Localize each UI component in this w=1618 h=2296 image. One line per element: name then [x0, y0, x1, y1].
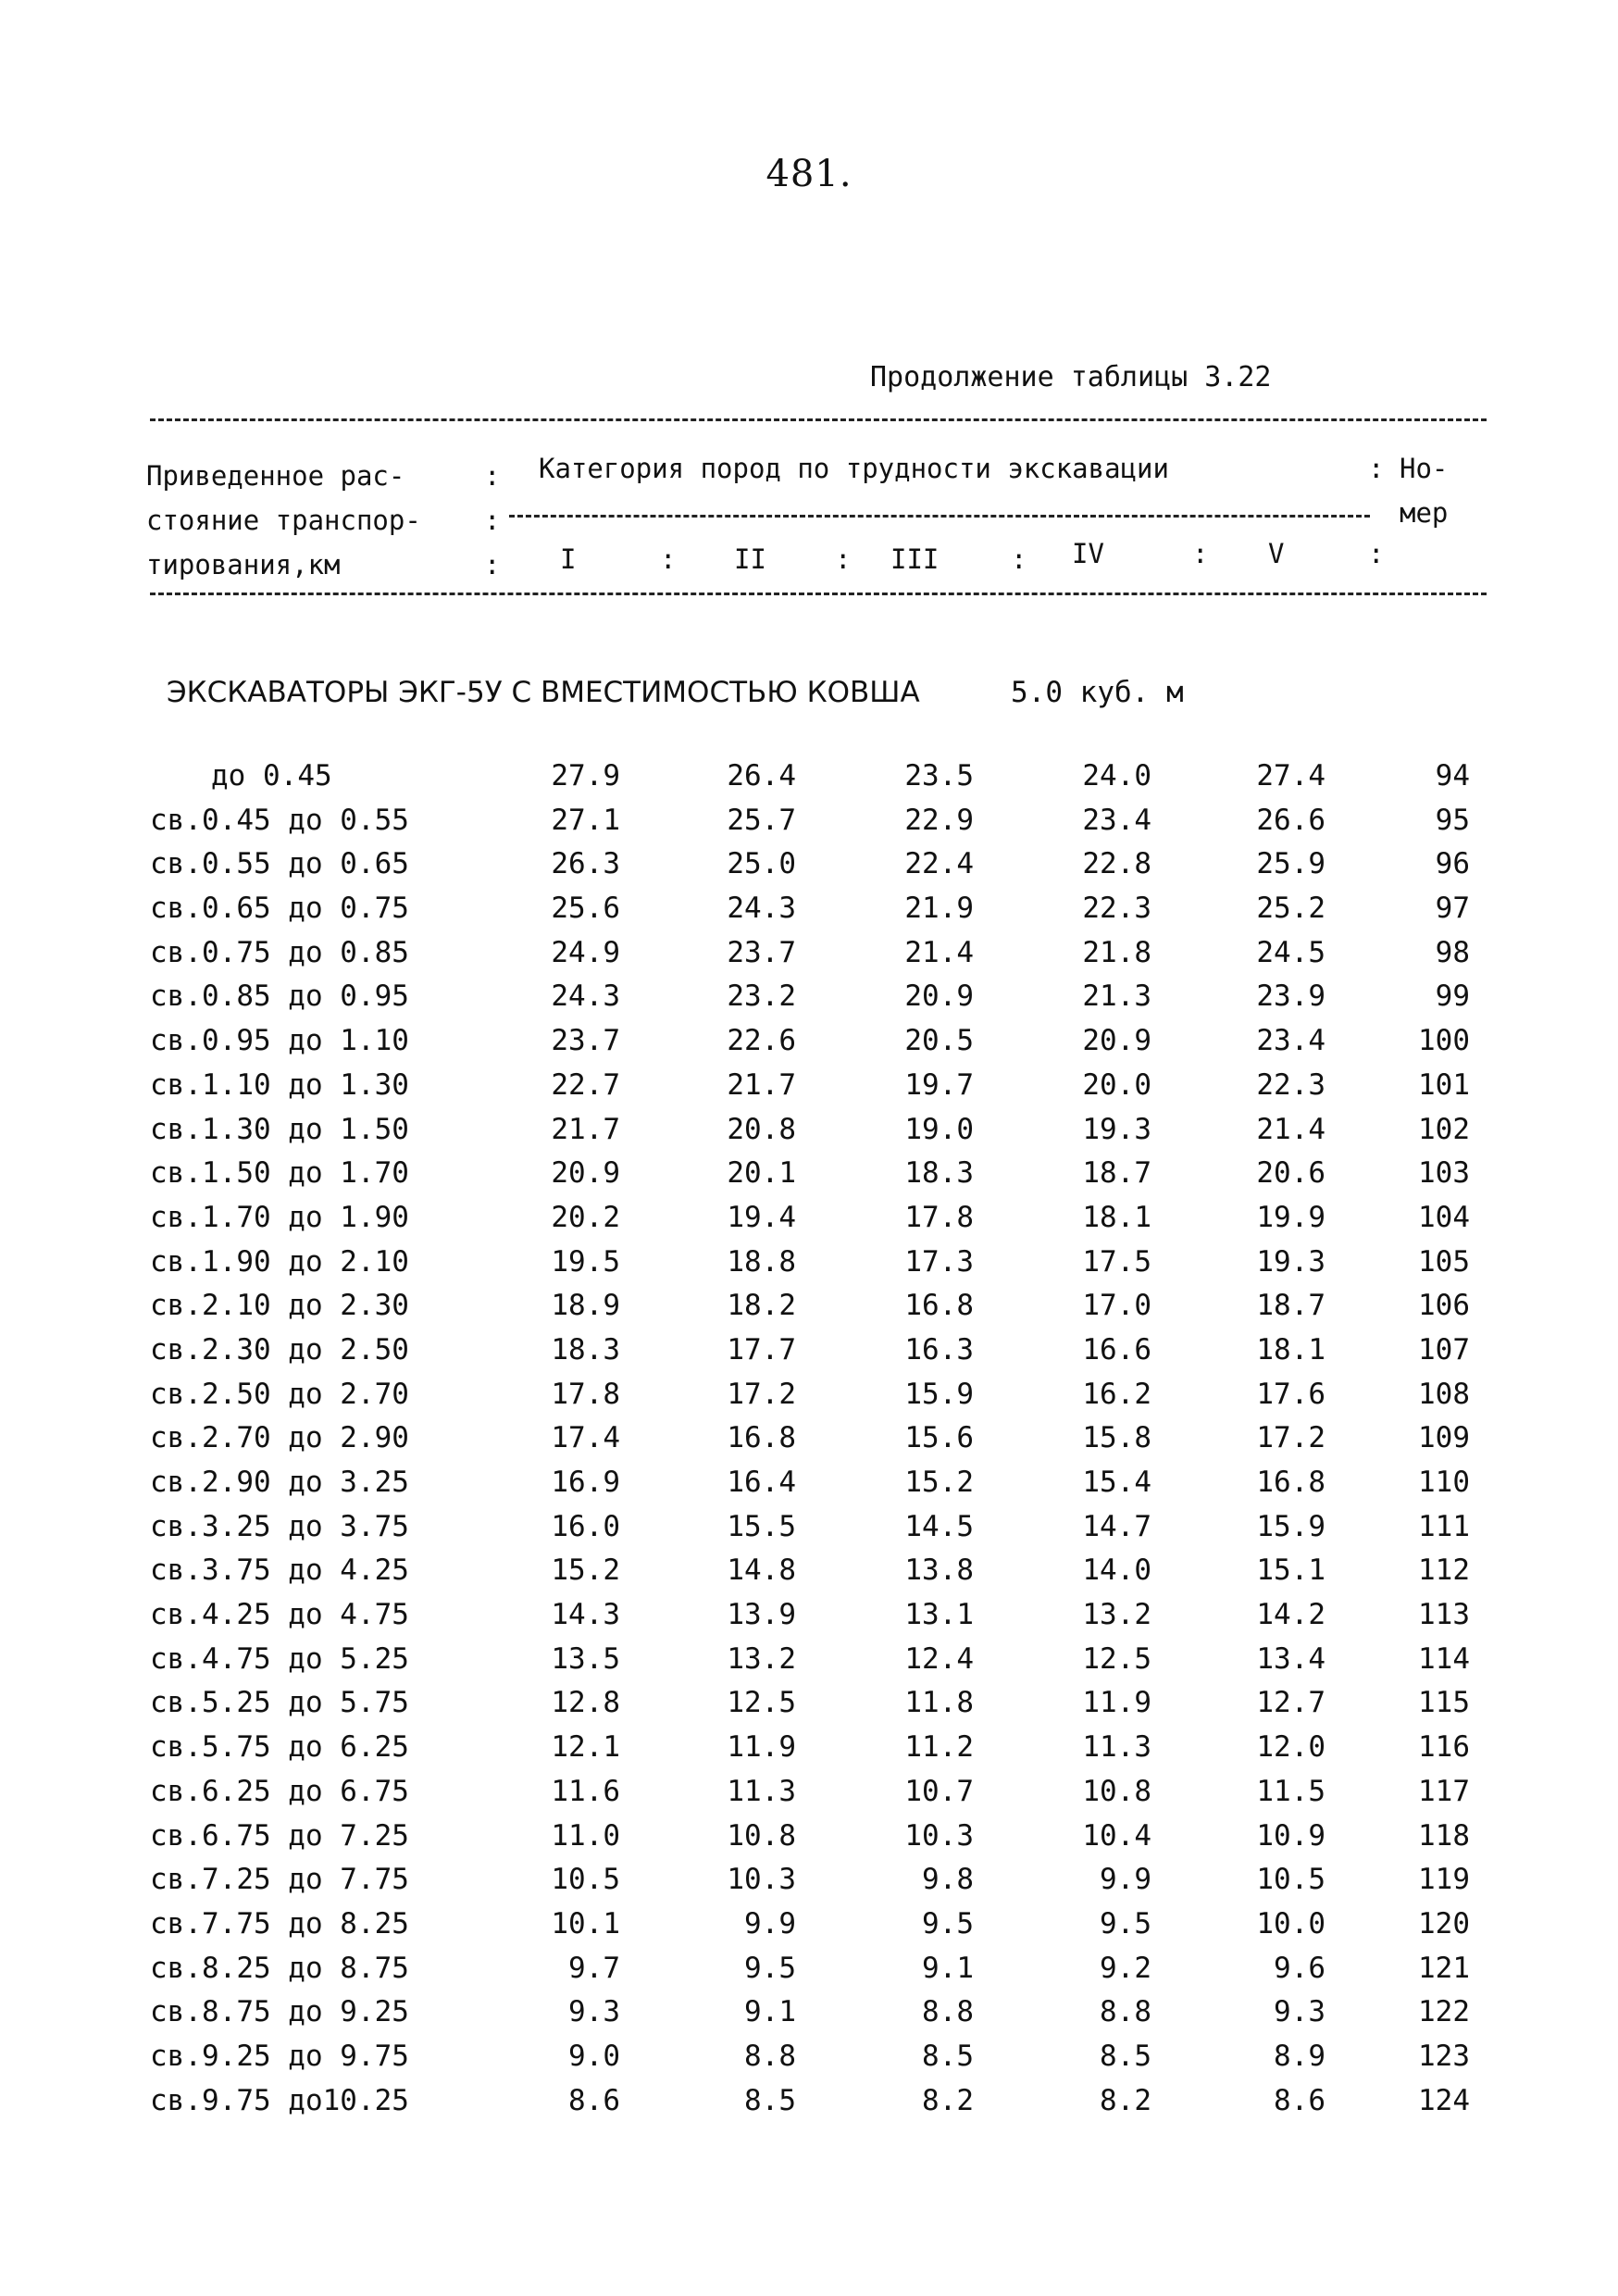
row-number: 110: [1418, 1466, 1470, 1499]
section-title: ЭКСКАВАТОРЫ ЭКГ-5У С ВМЕСТИМОСТЬЮ КОВША: [167, 676, 920, 709]
row-value-cat-5: 18.7: [1256, 1289, 1326, 1323]
row-value-cat-5: 23.9: [1256, 980, 1326, 1014]
row-distance: св.6.75 до 7.25: [150, 1818, 409, 1853]
row-value-cat-5: 19.3: [1256, 1244, 1326, 1279]
row-value-cat-4: 23.4: [1082, 803, 1151, 837]
row-value-cat-5: 9.6: [1274, 1951, 1326, 1985]
table-row: [0, 1289, 1618, 1333]
table-row: [0, 1333, 1618, 1378]
row-number: 102: [1418, 1112, 1470, 1146]
table-row: [0, 2040, 1618, 2084]
table-row: [0, 1863, 1618, 1907]
row-value-cat-3: 16.3: [904, 1332, 974, 1366]
row-value-cat-3: 18.3: [904, 1156, 974, 1191]
table-row: [0, 1952, 1618, 1996]
header-sep: :: [484, 460, 501, 492]
row-value-cat-1: 27.9: [551, 759, 620, 792]
row-value-cat-3: 22.9: [904, 803, 974, 837]
row-value-cat-4: 22.8: [1082, 847, 1151, 881]
header-distance-line3: тирования,км: [146, 549, 341, 580]
row-value-cat-4: 11.3: [1082, 1730, 1151, 1765]
row-value-cat-2: 13.2: [727, 1641, 796, 1676]
row-number: 111: [1418, 1509, 1470, 1543]
header-sep: :: [1368, 538, 1385, 569]
row-value-cat-2: 23.2: [727, 980, 796, 1014]
row-value-cat-4: 16.2: [1082, 1377, 1151, 1411]
row-distance: св.3.75 до 4.25: [150, 1554, 409, 1588]
table-row: [0, 1245, 1618, 1290]
row-value-cat-4: 8.5: [1100, 2039, 1151, 2073]
row-value-cat-5: 12.7: [1256, 1686, 1326, 1720]
row-distance: св.1.50 до 1.70: [150, 1156, 409, 1191]
row-number: 96: [1435, 847, 1470, 881]
row-distance: св.3.25 до 3.75: [150, 1509, 409, 1543]
row-value-cat-5: 25.2: [1256, 892, 1326, 926]
row-value-cat-1: 10.1: [551, 1906, 620, 1940]
header-category-title: Категория пород по трудности экскавации: [539, 453, 1169, 484]
row-distance: св.8.25 до 8.75: [150, 1951, 409, 1985]
row-value-cat-1: 25.6: [551, 892, 620, 926]
row-number: 103: [1418, 1156, 1470, 1191]
section-unit: 5.0 куб. м: [1011, 676, 1184, 709]
row-value-cat-5: 16.8: [1256, 1466, 1326, 1499]
row-distance: св.2.90 до 3.25: [150, 1466, 409, 1499]
row-value-cat-4: 22.3: [1082, 892, 1151, 926]
row-value-cat-1: 23.7: [551, 1024, 620, 1058]
row-value-cat-3: 10.7: [904, 1774, 974, 1808]
row-value-cat-2: 15.5: [727, 1509, 796, 1543]
row-value-cat-3: 15.9: [904, 1377, 974, 1411]
row-number: 124: [1418, 2083, 1470, 2117]
row-value-cat-3: 12.4: [904, 1641, 974, 1676]
row-value-cat-2: 21.7: [727, 1067, 796, 1102]
row-value-cat-5: 23.4: [1256, 1024, 1326, 1058]
row-value-cat-3: 19.0: [904, 1112, 974, 1146]
header-category-II: II: [734, 543, 766, 575]
row-number: 101: [1418, 1067, 1470, 1102]
row-value-cat-3: 21.4: [904, 935, 974, 969]
row-value-cat-4: 15.8: [1082, 1421, 1151, 1455]
header-sep: :: [484, 505, 501, 536]
table-row: [0, 1378, 1618, 1422]
header-sep: :: [1368, 453, 1385, 484]
row-value-cat-1: 10.5: [551, 1863, 620, 1897]
row-distance: св.9.75 до10.25: [150, 2083, 409, 2117]
row-value-cat-2: 22.6: [727, 1024, 796, 1058]
row-value-cat-1: 11.6: [551, 1774, 620, 1808]
row-value-cat-2: 14.8: [727, 1554, 796, 1588]
row-value-cat-5: 14.2: [1256, 1598, 1326, 1632]
row-value-cat-4: 18.1: [1082, 1200, 1151, 1234]
row-distance: св.1.30 до 1.50: [150, 1112, 409, 1146]
row-value-cat-5: 11.5: [1256, 1774, 1326, 1808]
table-row: [0, 936, 1618, 980]
row-value-cat-3: 8.5: [922, 2039, 974, 2073]
row-value-cat-1: 11.0: [551, 1818, 620, 1853]
header-distance-line2: стояние транспор-: [146, 505, 421, 536]
header-number-line2: мер: [1400, 497, 1449, 529]
row-distance: св.1.90 до 2.10: [150, 1244, 409, 1279]
row-value-cat-3: 15.6: [904, 1421, 974, 1455]
row-distance: св.0.45 до 0.55: [150, 803, 409, 837]
header-sep: :: [1192, 538, 1209, 569]
row-value-cat-1: 12.8: [551, 1686, 620, 1720]
row-value-cat-4: 10.8: [1082, 1774, 1151, 1808]
row-value-cat-2: 8.5: [744, 2083, 796, 2117]
row-number: 122: [1418, 1995, 1470, 2029]
row-value-cat-1: 21.7: [551, 1112, 620, 1146]
row-value-cat-3: 20.5: [904, 1024, 974, 1058]
row-value-cat-3: 10.3: [904, 1818, 974, 1853]
row-number: 100: [1418, 1024, 1470, 1058]
row-value-cat-2: 9.9: [744, 1906, 796, 1940]
row-value-cat-3: 14.5: [904, 1509, 974, 1543]
row-distance: св.2.10 до 2.30: [150, 1289, 409, 1323]
row-distance: св.7.75 до 8.25: [150, 1906, 409, 1940]
row-value-cat-3: 9.1: [922, 1951, 974, 1985]
row-value-cat-2: 26.4: [727, 759, 796, 792]
row-value-cat-1: 9.3: [568, 1995, 620, 2029]
table-row: [0, 1421, 1618, 1466]
row-value-cat-4: 20.0: [1082, 1067, 1151, 1102]
row-value-cat-2: 18.8: [727, 1244, 796, 1279]
row-distance: св.4.75 до 5.25: [150, 1641, 409, 1676]
row-value-cat-4: 9.2: [1100, 1951, 1151, 1985]
row-distance: св.5.75 до 6.25: [150, 1730, 409, 1765]
row-value-cat-3: 22.4: [904, 847, 974, 881]
table-row: [0, 1819, 1618, 1864]
row-value-cat-5: 15.9: [1256, 1509, 1326, 1543]
row-number: 114: [1418, 1641, 1470, 1676]
row-distance: до 0.45: [211, 759, 332, 792]
row-value-cat-5: 10.5: [1256, 1863, 1326, 1897]
row-value-cat-4: 20.9: [1082, 1024, 1151, 1058]
row-value-cat-1: 27.1: [551, 803, 620, 837]
row-value-cat-3: 9.5: [922, 1906, 974, 1940]
row-value-cat-2: 17.7: [727, 1332, 796, 1366]
row-value-cat-4: 17.5: [1082, 1244, 1151, 1279]
row-value-cat-4: 19.3: [1082, 1112, 1151, 1146]
row-distance: св.0.85 до 0.95: [150, 980, 409, 1014]
row-number: 117: [1418, 1774, 1470, 1808]
row-value-cat-3: 9.8: [922, 1863, 974, 1897]
data-rows: [0, 759, 1618, 2128]
table-row: [0, 1466, 1618, 1510]
table-row: [0, 847, 1618, 892]
row-value-cat-2: 23.7: [727, 935, 796, 969]
table-row: [0, 1642, 1618, 1687]
row-value-cat-1: 20.2: [551, 1200, 620, 1234]
row-value-cat-2: 16.8: [727, 1421, 796, 1455]
row-value-cat-3: 23.5: [904, 759, 974, 792]
row-value-cat-2: 9.1: [744, 1995, 796, 2029]
row-value-cat-2: 11.3: [727, 1774, 796, 1808]
row-value-cat-5: 8.6: [1274, 2083, 1326, 2117]
row-number: 105: [1418, 1244, 1470, 1279]
row-value-cat-5: 9.3: [1274, 1995, 1326, 2029]
row-value-cat-2: 10.3: [727, 1863, 796, 1897]
row-distance: св.2.50 до 2.70: [150, 1377, 409, 1411]
row-value-cat-1: 16.9: [551, 1466, 620, 1499]
row-number: 98: [1435, 935, 1470, 969]
table-row: [0, 1907, 1618, 1952]
row-number: 112: [1418, 1554, 1470, 1588]
table-row: [0, 804, 1618, 848]
row-number: 118: [1418, 1818, 1470, 1853]
header-number-line1: Но-: [1400, 453, 1449, 484]
row-value-cat-1: 16.0: [551, 1509, 620, 1543]
row-value-cat-3: 11.2: [904, 1730, 974, 1765]
row-number: 107: [1418, 1332, 1470, 1366]
row-value-cat-2: 8.8: [744, 2039, 796, 2073]
header-distance-line1: Приведенное рас-: [146, 460, 405, 492]
row-value-cat-3: 13.1: [904, 1598, 974, 1632]
table-row: [0, 1156, 1618, 1201]
row-value-cat-1: 26.3: [551, 847, 620, 881]
row-value-cat-4: 24.0: [1082, 759, 1151, 792]
row-number: 113: [1418, 1598, 1470, 1632]
table-row: [0, 1730, 1618, 1775]
row-value-cat-4: 13.2: [1082, 1598, 1151, 1632]
row-value-cat-2: 17.2: [727, 1377, 796, 1411]
row-distance: св.9.25 до 9.75: [150, 2039, 409, 2073]
row-value-cat-5: 26.6: [1256, 803, 1326, 837]
row-number: 119: [1418, 1863, 1470, 1897]
row-value-cat-2: 11.9: [727, 1730, 796, 1765]
row-number: 123: [1418, 2039, 1470, 2073]
row-number: 121: [1418, 1951, 1470, 1985]
row-value-cat-1: 24.9: [551, 935, 620, 969]
row-value-cat-5: 10.0: [1256, 1906, 1326, 1940]
row-distance: св.1.10 до 1.30: [150, 1067, 409, 1102]
table-row: [0, 1510, 1618, 1554]
row-value-cat-2: 9.5: [744, 1951, 796, 1985]
header-category-IV: IV: [1072, 538, 1104, 569]
row-value-cat-5: 10.9: [1256, 1818, 1326, 1853]
row-value-cat-3: 11.8: [904, 1686, 974, 1720]
table-row: [0, 1995, 1618, 2040]
row-value-cat-5: 18.1: [1256, 1332, 1326, 1366]
row-distance: св.7.25 до 7.75: [150, 1863, 409, 1897]
table-row: [0, 1068, 1618, 1113]
row-value-cat-5: 8.9: [1274, 2039, 1326, 2073]
header-category-V: V: [1268, 538, 1285, 569]
row-value-cat-1: 17.4: [551, 1421, 620, 1455]
row-value-cat-2: 19.4: [727, 1200, 796, 1234]
row-value-cat-1: 13.5: [551, 1641, 620, 1676]
row-value-cat-1: 9.7: [568, 1951, 620, 1985]
row-value-cat-3: 8.2: [922, 2083, 974, 2117]
row-value-cat-1: 17.8: [551, 1377, 620, 1411]
row-distance: св.0.55 до 0.65: [150, 847, 409, 881]
row-value-cat-4: 15.4: [1082, 1466, 1151, 1499]
row-value-cat-1: 15.2: [551, 1554, 620, 1588]
row-value-cat-5: 12.0: [1256, 1730, 1326, 1765]
row-distance: св.0.65 до 0.75: [150, 892, 409, 926]
row-number: 99: [1435, 980, 1470, 1014]
row-value-cat-4: 9.9: [1100, 1863, 1151, 1897]
row-value-cat-2: 20.1: [727, 1156, 796, 1191]
row-value-cat-4: 17.0: [1082, 1289, 1151, 1323]
row-value-cat-2: 10.8: [727, 1818, 796, 1853]
header-category-III: III: [890, 543, 940, 575]
row-number: 109: [1418, 1421, 1470, 1455]
row-distance: св.1.70 до 1.90: [150, 1200, 409, 1234]
row-value-cat-1: 22.7: [551, 1067, 620, 1102]
row-distance: св.8.75 до 9.25: [150, 1995, 409, 2029]
row-value-cat-5: 17.6: [1256, 1377, 1326, 1411]
row-value-cat-5: 15.1: [1256, 1554, 1326, 1588]
row-distance: св.0.95 до 1.10: [150, 1024, 409, 1058]
row-distance: св.0.75 до 0.85: [150, 935, 409, 969]
row-value-cat-1: 9.0: [568, 2039, 620, 2073]
row-value-cat-3: 21.9: [904, 892, 974, 926]
row-value-cat-1: 18.3: [551, 1332, 620, 1366]
row-value-cat-1: 24.3: [551, 980, 620, 1014]
header-category-I: I: [560, 543, 577, 575]
row-value-cat-5: 25.9: [1256, 847, 1326, 881]
header-sep: :: [660, 543, 677, 575]
header-category-rule: [509, 515, 1370, 518]
row-value-cat-5: 13.4: [1256, 1641, 1326, 1676]
row-value-cat-4: 18.7: [1082, 1156, 1151, 1191]
row-value-cat-1: 20.9: [551, 1156, 620, 1191]
row-value-cat-3: 17.8: [904, 1200, 974, 1234]
row-value-cat-1: 8.6: [568, 2083, 620, 2117]
table-row: [0, 1201, 1618, 1245]
table-row: [0, 1686, 1618, 1730]
row-value-cat-2: 12.5: [727, 1686, 796, 1720]
header-sep: :: [1011, 543, 1027, 575]
row-value-cat-4: 9.5: [1100, 1906, 1151, 1940]
row-value-cat-3: 13.8: [904, 1554, 974, 1588]
row-value-cat-5: 22.3: [1256, 1067, 1326, 1102]
row-value-cat-3: 17.3: [904, 1244, 974, 1279]
row-value-cat-1: 14.3: [551, 1598, 620, 1632]
row-value-cat-3: 15.2: [904, 1466, 974, 1499]
row-value-cat-3: 8.8: [922, 1995, 974, 2029]
row-distance: св.2.30 до 2.50: [150, 1332, 409, 1366]
row-value-cat-4: 16.6: [1082, 1332, 1151, 1366]
header-sep: :: [484, 549, 501, 580]
row-distance: св.6.25 до 6.75: [150, 1774, 409, 1808]
row-value-cat-2: 13.9: [727, 1598, 796, 1632]
row-value-cat-2: 18.2: [727, 1289, 796, 1323]
row-value-cat-4: 8.2: [1100, 2083, 1151, 2117]
row-value-cat-2: 24.3: [727, 892, 796, 926]
row-value-cat-4: 21.8: [1082, 935, 1151, 969]
row-value-cat-3: 19.7: [904, 1067, 974, 1102]
row-number: 106: [1418, 1289, 1470, 1323]
row-value-cat-4: 11.9: [1082, 1686, 1151, 1720]
table-header-bottom-rule: [150, 593, 1487, 595]
header-sep: :: [835, 543, 852, 575]
row-value-cat-5: 24.5: [1256, 935, 1326, 969]
row-value-cat-2: 25.7: [727, 803, 796, 837]
table-row: [0, 1554, 1618, 1598]
table-row: [0, 892, 1618, 936]
table-row: [0, 759, 1618, 804]
row-value-cat-3: 20.9: [904, 980, 974, 1014]
table-row: [0, 980, 1618, 1024]
row-value-cat-4: 21.3: [1082, 980, 1151, 1014]
row-distance: св.5.25 до 5.75: [150, 1686, 409, 1720]
row-value-cat-5: 20.6: [1256, 1156, 1326, 1191]
table-top-rule: [150, 418, 1487, 421]
row-value-cat-5: 21.4: [1256, 1112, 1326, 1146]
row-value-cat-4: 14.0: [1082, 1554, 1151, 1588]
row-value-cat-5: 17.2: [1256, 1421, 1326, 1455]
row-number: 95: [1435, 803, 1470, 837]
row-distance: св.2.70 до 2.90: [150, 1421, 409, 1455]
row-number: 120: [1418, 1906, 1470, 1940]
row-number: 104: [1418, 1200, 1470, 1234]
row-value-cat-1: 12.1: [551, 1730, 620, 1765]
row-number: 97: [1435, 892, 1470, 926]
row-value-cat-4: 14.7: [1082, 1509, 1151, 1543]
table-row: [0, 1775, 1618, 1819]
row-distance: св.4.25 до 4.75: [150, 1598, 409, 1632]
table-row: [0, 1113, 1618, 1157]
row-value-cat-5: 27.4: [1256, 759, 1326, 792]
table-row: [0, 2084, 1618, 2128]
row-value-cat-1: 19.5: [551, 1244, 620, 1279]
row-value-cat-2: 25.0: [727, 847, 796, 881]
row-number: 115: [1418, 1686, 1470, 1720]
row-value-cat-4: 8.8: [1100, 1995, 1151, 2029]
row-value-cat-2: 20.8: [727, 1112, 796, 1146]
row-number: 94: [1435, 759, 1470, 792]
row-value-cat-1: 18.9: [551, 1289, 620, 1323]
table-row: [0, 1598, 1618, 1642]
table-row: [0, 1024, 1618, 1068]
row-value-cat-2: 16.4: [727, 1466, 796, 1499]
row-value-cat-5: 19.9: [1256, 1200, 1326, 1234]
page-number: 481.: [765, 153, 853, 195]
row-value-cat-4: 12.5: [1082, 1641, 1151, 1676]
row-value-cat-4: 10.4: [1082, 1818, 1151, 1853]
row-number: 108: [1418, 1377, 1470, 1411]
row-value-cat-3: 16.8: [904, 1289, 974, 1323]
table-caption: Продолжение таблицы 3.22: [870, 361, 1272, 393]
row-number: 116: [1418, 1730, 1470, 1765]
